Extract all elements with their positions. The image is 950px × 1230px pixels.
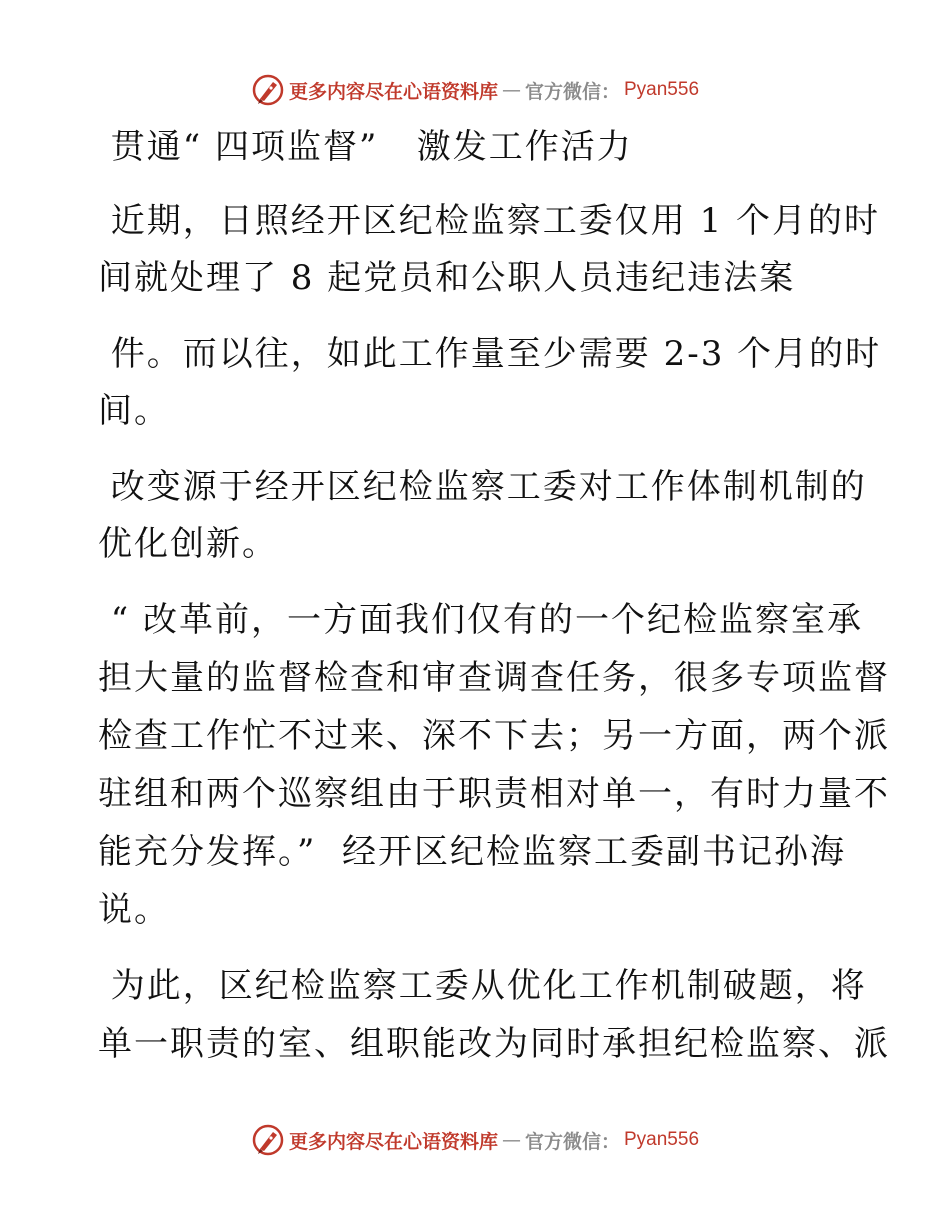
paragraph-line: 件。而以往，如此工作量至少需要 2-3 个月的时	[98, 334, 882, 374]
header-banner	[0, 70, 950, 110]
banner-dash: —	[501, 79, 521, 101]
banner-wechat-id: Pyan556	[624, 79, 700, 100]
paragraph-line: 担大量的监督检查和审查调查任务，很多专项监督	[98, 658, 890, 698]
paragraph-line: 单一职责的室、组职能改为同时承担纪检监察、派	[98, 1024, 890, 1064]
paragraph-line: 为此，区纪检监察工委从优化工作机制破题，将	[98, 966, 867, 1006]
paragraph-line: 优化创新。	[98, 524, 278, 564]
paragraph-line: 驻组和两个巡察组由于职责相对单一，有时力量不	[98, 774, 890, 814]
paragraph-line: 检查工作忙不过来、深不下去；另一方面，两个派	[98, 716, 890, 756]
paragraph-line: 改变源于经开区纪检监察工委对工作体制机制的	[98, 467, 867, 507]
pen-circle-logo-icon	[251, 73, 285, 107]
paragraph-line: 说。	[98, 890, 170, 930]
paragraph-line: 间就处理了 8 起党员和公职人员违纪违法案	[98, 258, 796, 298]
paragraph-line: 能充分发挥。” 经开区纪检监察工委副书记孙海	[98, 832, 846, 872]
banner-label: 官方微信：	[524, 80, 620, 103]
paragraph-line: “ 改革前，一方面我们仅有的一个纪检监察室承	[98, 600, 863, 640]
banner-brand-text: 更多内容尽在心语资料库	[288, 1130, 498, 1153]
paragraph-line: 间。	[98, 391, 170, 431]
banner-wechat-id: Pyan556	[624, 1129, 700, 1150]
pen-circle-logo-icon	[251, 1123, 285, 1157]
footer-banner	[0, 1120, 950, 1160]
banner-label: 官方微信：	[524, 1130, 620, 1153]
banner-dash: —	[501, 1129, 521, 1151]
banner-brand-text: 更多内容尽在心语资料库	[288, 80, 498, 103]
document-title: 贯通“ 四项监督” 激发工作活力	[98, 127, 633, 167]
paragraph-line: 近期，日照经开区纪检监察工委仅用 1 个月的时	[98, 201, 881, 241]
